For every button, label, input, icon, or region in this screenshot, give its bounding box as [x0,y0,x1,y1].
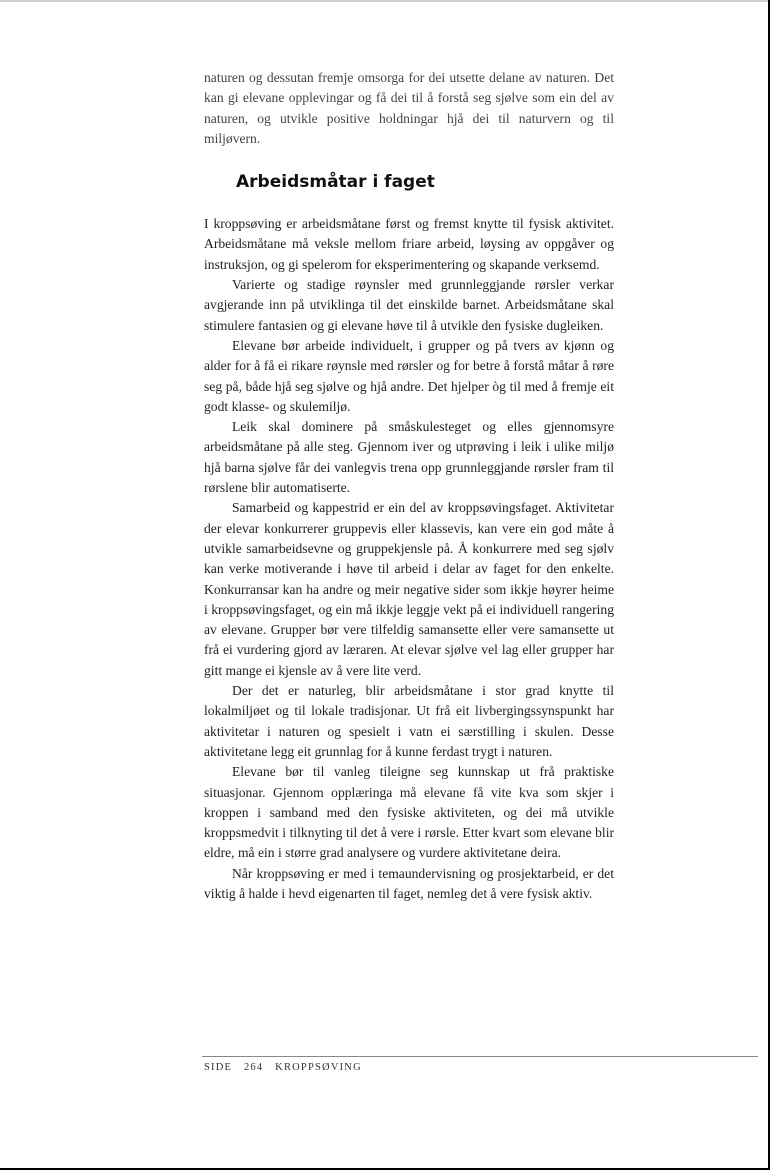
page-content [204,68,614,904]
footer-page-number: 264 [243,1062,264,1073]
footer-subject: KROPPSØVING [275,1062,362,1073]
body-paragraph-2: Varierte og stadige røynsler med grunnleggjande rørsler verkar avgjerande inn på utviklinga til det einskilde barnet. Arbeidsmåtane skal stimulere fantasien og gi elevane høve til å utvikle den fysiske dugleiken. [204,277,614,333]
body-paragraph-1: I kroppsøving er arbeidsmåtane først og fremst knytte til fysisk aktivitet. Arbeidsmåtane må veksle mellom friare arbeid, løysing av oppgåver og instruksjon, og gi spelerom for eksperimentering og skapande verksemd. [204,216,614,272]
footer-rule [202,1056,758,1057]
section-body [204,214,614,904]
body-paragraph-6: Der det er naturleg, blir arbeidsmåtane i stor grad knytte til lokalmiljøet og til lokale tradisjonar. Ut frå eit livbergingssynspunkt har aktivitetar i naturen og spesielt i vatn ei særstilling i skulen. Desse aktivitetane legg eit grunnlag for å kunne ferdast trygt i naturen. [204,683,614,759]
body-paragraph-5: Samarbeid og kappestrid er ein del av kroppsøvingsfaget. Aktivitetar der elevar konkurrerer gruppevis eller klassevis, kan vere ein god måte å utvikle samarbeidsevne og gruppekjensle på. Å konkurrere med seg sjølv kan verke motiverande i høve til arbeid i delar av faget for den enkelte. Konkurransar kan ha andre og meir negative sider som ikkje høyrer heime i kroppsøvingsfaget, og ein må ikkje leggje vekt på ei individuell rangering av elevane. Grupper bør vere tilfeldig samansette eller vere samansette ut frå ei vurdering gjord av læraren. At elevar sjølve vel lag eller grupper har gitt mange ei kjensle av å vere lite verd. [204,500,614,678]
body-paragraph-3: Elevane bør arbeide individuelt, i grupper og på tvers av kjønn og alder for å få ei rikare røynsle med rørsler og for betre å forstå måtar å røre seg på, både hjå seg sjølve og hjå andre. Det hjelper òg til med å fremje eit godt klasse- og skulemiljø. [204,337,614,414]
footer-side-label: SIDE [204,1062,233,1073]
top-rule [0,0,768,2]
page-footer [204,1062,370,1073]
intro-paragraph: naturen og dessutan fremje omsorga for dei utsette delane av naturen. Det kan gi elevane opplevingar og få dei til å forstå seg sjølve som ein del av naturen, og utvikle positive holdningar hjå dei til naturvern og til miljøvern. [204,70,614,146]
body-paragraph-7: Elevane bør til vanleg tileigne seg kunnskap ut frå praktiske situasjonar. Gjennom opplæringa må elevane få vite kva som skjer i kroppen i samband med den fysiske aktiviteten, og dei må utvikle kroppsmedvit i tilknyting til det å vere i rørsle. Etter kvart som elevane blir eldre, må ein i større grad analysere og vurdere aktivitetane deira. [204,764,614,861]
body-paragraph-4: Leik skal dominere på småskulesteget og elles gjennomsyre arbeidsmåtane på alle steg. Gjennom iver og utprøving i leik i ulike miljø hjå barna sjølve får dei vanlegvis trena opp grunnleggjande rørsler fram til rørslene blir automatiserte. [204,419,614,496]
body-paragraph-8: Når kroppsøving er med i temaundervisning og prosjektarbeid, er det viktig å halde i hevd eigenarten til faget, nemleg det å vere fysisk aktiv. [204,865,614,901]
section-heading: Arbeidsmåtar i faget [236,172,435,193]
